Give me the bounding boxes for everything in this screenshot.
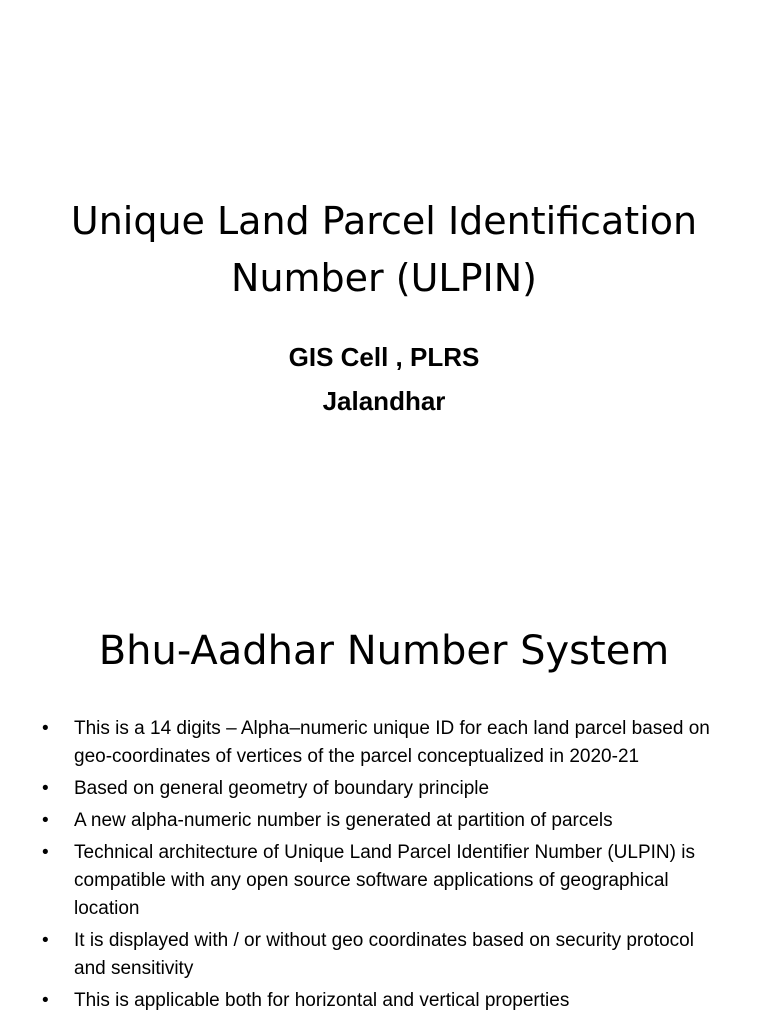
- bullet-text: This is applicable both for horizontal and vertical properties: [74, 990, 570, 1011]
- slide-1-title-line-1: Unique Land Parcel Identification: [70, 199, 698, 243]
- slide-1-subtitle: [0, 335, 768, 423]
- bullet-item: [40, 987, 730, 1015]
- bullet-text: Technical architecture of Unique Land Parcel Identifier Number (ULPIN) is compatible with any open source software applications of geographical location: [74, 842, 695, 919]
- bullet-text: Based on general geometry of boundary principle: [74, 778, 490, 799]
- bullet-text: This is a 14 digits – Alpha–numeric unique ID for each land parcel based on geo-coordinates of vertices of the parcel conceptualized in 2020-21: [74, 718, 710, 767]
- bullet-item: [40, 807, 730, 835]
- bullet-icon: •: [42, 778, 49, 799]
- bullet-icon: •: [42, 718, 49, 739]
- slide-1-subtitle-line-1: GIS Cell , PLRS: [288, 342, 480, 372]
- slide-1-subtitle-line-2: Jalandhar: [322, 386, 446, 416]
- slide-1-title: [0, 193, 768, 307]
- bullet-icon: •: [42, 842, 49, 863]
- bullet-list: [40, 715, 730, 1019]
- slide-2-title: Bhu-Aadhar Number System: [98, 628, 670, 674]
- bullet-icon: •: [42, 930, 49, 951]
- slide-1-title-line-2: Number (ULPIN): [231, 256, 537, 300]
- bullet-icon: •: [42, 810, 49, 831]
- bullet-item: [40, 775, 730, 803]
- bullet-item: [40, 839, 730, 923]
- bullet-text: It is displayed with / or without geo coordinates based on security protocol and sensitivity: [74, 930, 694, 979]
- bullet-text: A new alpha-numeric number is generated at partition of parcels: [74, 810, 613, 831]
- bullet-icon: •: [42, 990, 49, 1011]
- bullet-item: [40, 927, 730, 983]
- bullet-item: [40, 715, 730, 771]
